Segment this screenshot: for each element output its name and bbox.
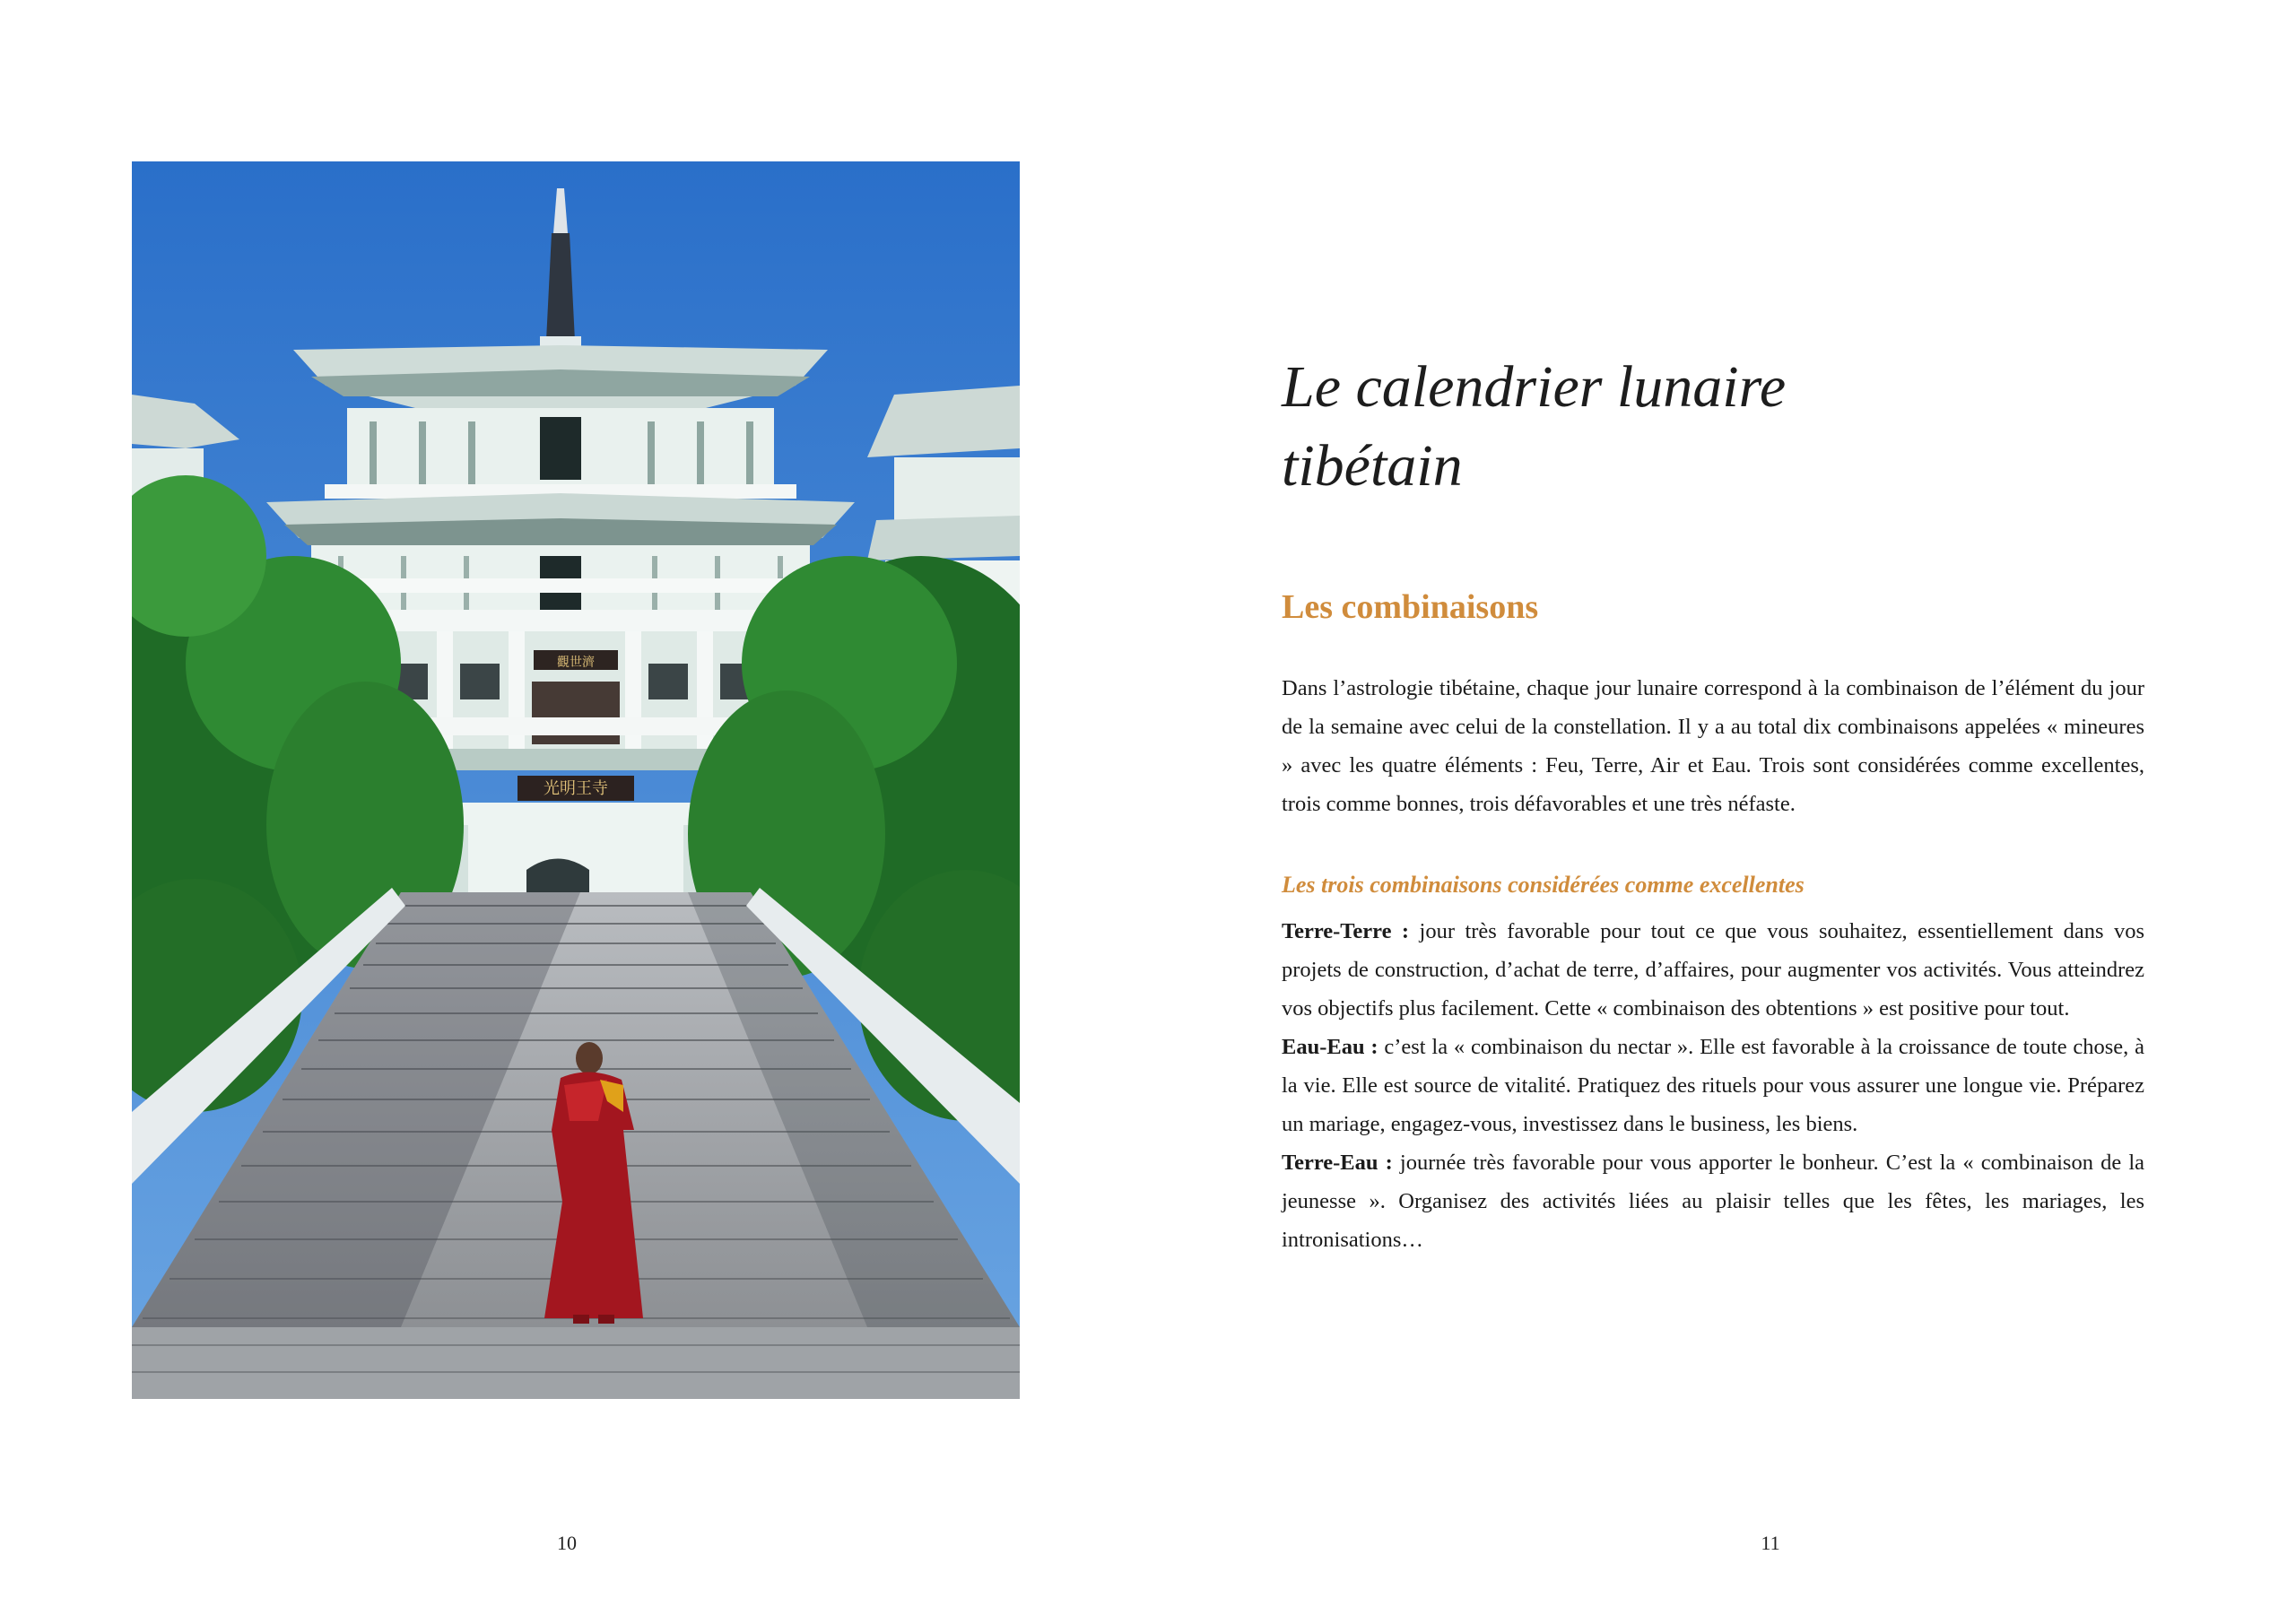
temple-photo	[132, 161, 1020, 1399]
entry-term: Eau-Eau :	[1282, 1035, 1378, 1059]
page-number-right: 11	[1761, 1532, 1780, 1554]
combination-entry	[1282, 1143, 2144, 1259]
upper-sign-text: 觀世濟	[557, 656, 595, 670]
entry-term: Terre-Terre :	[1282, 919, 1410, 943]
right-page	[1148, 0, 2296, 1607]
temple-sign-text: 光明王寺	[544, 779, 608, 798]
landing	[132, 1327, 1020, 1399]
entry-text: c’est la « combinaison du nectar ». Elle est favorable à la croissance de toute chose, à la vie. Elle est source de vitalité. Pratiquez des rituels pour vous assurer une longue vie. Préparez un mariage, engagez-vous, investissez dans le business, les biens.	[1282, 1035, 2144, 1136]
combination-list	[1282, 912, 2144, 1259]
page-number-left: 10	[557, 1532, 577, 1554]
section-heading: Les combinaisons	[1282, 588, 1539, 626]
combination-entry	[1282, 912, 2144, 1028]
chapter-title	[1282, 348, 2089, 506]
chapter-title-line1: Le calendrier lunaire	[1282, 354, 1787, 420]
entry-text: jour très favorable pour tout ce que vous souhaitez, essentiellement dans vos projets de construction, d’achat de terre, d’affaires, pour augmenter vos activités. Vous atteindrez vos objectifs plus facilement. Cette « combinaison des obtentions » est positive pour tout.	[1282, 919, 2144, 1021]
temple-photo-illustration	[132, 161, 1020, 1399]
subheading: Les trois combinaisons considérées comme excellentes	[1282, 872, 1805, 898]
chapter-title-line2: tibétain	[1282, 433, 1463, 499]
combination-entry	[1282, 1028, 2144, 1143]
entry-text: journée très favorable pour vous apporter le bonheur. C’est la « combinaison de la jeunesse ». Organisez des activités liées au plaisir telles que les fêtes, les mariages, les intronisations…	[1282, 1151, 2145, 1252]
entry-term: Terre-Eau :	[1282, 1151, 1393, 1175]
intro-paragraph: Dans l’astrologie tibétaine, chaque jour lunaire correspond à la combinaison de l’élément du jour de la semaine avec celui de la constellation. Il y a au total dix combinaisons appelées « mineures » avec les quatre éléments : Feu, Terre, Air et Eau. Trois sont considérées comme excellentes, trois comme bonnes, trois défavorables et une très néfaste.	[1282, 676, 2144, 816]
